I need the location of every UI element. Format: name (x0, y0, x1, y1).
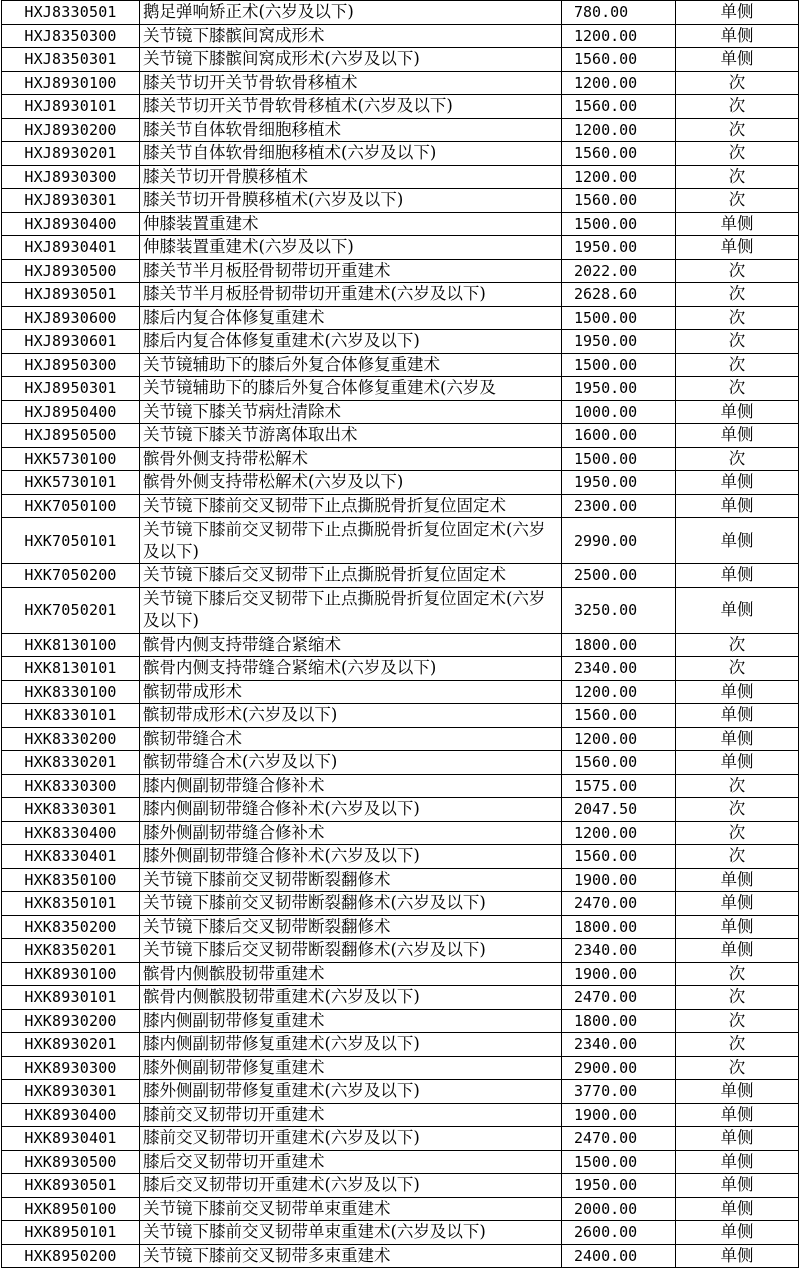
unit-cell: 次 (676, 1033, 799, 1057)
unit-cell: 单侧 (676, 587, 799, 633)
price-cell: 1900.00 (562, 962, 676, 986)
name-cell: 关节镜下膝前交叉韧带单束重建术 (140, 1197, 562, 1221)
table-row (2, 306, 799, 330)
name-cell: 关节镜下膝后交叉韧带断裂翻修术(六岁及以下) (140, 939, 562, 963)
price-cell: 780.00 (562, 1, 676, 25)
table-row (2, 939, 799, 963)
name-cell: 关节镜下膝前交叉韧带下止点撕脱骨折复位固定术 (140, 494, 562, 518)
name-cell: 膝后内复合体修复重建术 (140, 306, 562, 330)
name-cell: 膝关节半月板胫骨韧带切开重建术 (140, 259, 562, 283)
unit-cell: 单侧 (676, 212, 799, 236)
unit-cell: 次 (676, 377, 799, 401)
table-row (2, 1127, 799, 1151)
code-cell: HXK8330400 (2, 821, 140, 845)
name-cell: 关节镜下膝关节游离体取出术 (140, 424, 562, 448)
table-row (2, 680, 799, 704)
table-row (2, 704, 799, 728)
table-row (2, 1, 799, 25)
price-cell: 1500.00 (562, 353, 676, 377)
code-cell: HXK8350201 (2, 939, 140, 963)
price-cell: 1200.00 (562, 24, 676, 48)
price-cell: 2900.00 (562, 1056, 676, 1080)
code-cell: HXK8330200 (2, 727, 140, 751)
unit-cell: 单侧 (676, 518, 799, 564)
code-cell: HXJ8930101 (2, 95, 140, 119)
code-cell: HXK8930500 (2, 1150, 140, 1174)
name-cell: 关节镜下膝前交叉韧带多束重建术 (140, 1244, 562, 1268)
code-cell: HXK8330201 (2, 751, 140, 775)
code-cell: HXK5730101 (2, 471, 140, 495)
code-cell: HXJ8930400 (2, 212, 140, 236)
table-row (2, 1244, 799, 1268)
table-row (2, 95, 799, 119)
table-row (2, 471, 799, 495)
price-cell: 2470.00 (562, 986, 676, 1010)
code-cell: HXJ8930300 (2, 165, 140, 189)
code-cell: HXJ8950500 (2, 424, 140, 448)
code-cell: HXK8330401 (2, 845, 140, 869)
name-cell: 膝外侧副韧带缝合修补术 (140, 821, 562, 845)
table-row (2, 283, 799, 307)
unit-cell: 单侧 (676, 680, 799, 704)
name-cell: 膝后内复合体修复重建术(六岁及以下) (140, 330, 562, 354)
code-cell: HXK5730100 (2, 447, 140, 471)
unit-cell: 单侧 (676, 1150, 799, 1174)
table-row (2, 892, 799, 916)
price-cell: 2600.00 (562, 1221, 676, 1245)
code-cell: HXK8930100 (2, 962, 140, 986)
price-cell: 1200.00 (562, 680, 676, 704)
unit-cell: 单侧 (676, 48, 799, 72)
price-cell: 2628.60 (562, 283, 676, 307)
name-cell: 关节镜下膝髌间窝成形术(六岁及以下) (140, 48, 562, 72)
table-row (2, 212, 799, 236)
name-cell: 膝外侧副韧带缝合修补术(六岁及以下) (140, 845, 562, 869)
price-cell: 3250.00 (562, 587, 676, 633)
price-cell: 1200.00 (562, 727, 676, 751)
code-cell: HXJ8930501 (2, 283, 140, 307)
price-cell: 1500.00 (562, 447, 676, 471)
unit-cell: 单侧 (676, 1197, 799, 1221)
unit-cell: 单侧 (676, 939, 799, 963)
unit-cell: 单侧 (676, 727, 799, 751)
price-cell: 1950.00 (562, 236, 676, 260)
code-cell: HXJ8950301 (2, 377, 140, 401)
name-cell: 关节镜下膝前交叉韧带单束重建术(六岁及以下) (140, 1221, 562, 1245)
price-cell: 1500.00 (562, 306, 676, 330)
name-cell: 膝前交叉韧带切开重建术 (140, 1103, 562, 1127)
unit-cell: 次 (676, 657, 799, 681)
name-cell: 髌韧带缝合术 (140, 727, 562, 751)
table-row (2, 494, 799, 518)
unit-cell: 单侧 (676, 892, 799, 916)
code-cell: HXK8950200 (2, 1244, 140, 1268)
unit-cell: 单侧 (676, 868, 799, 892)
unit-cell: 单侧 (676, 24, 799, 48)
price-cell: 1800.00 (562, 633, 676, 657)
unit-cell: 单侧 (676, 1127, 799, 1151)
name-cell: 关节镜下膝髌间窝成形术 (140, 24, 562, 48)
price-cell: 2400.00 (562, 1244, 676, 1268)
unit-cell: 单侧 (676, 915, 799, 939)
code-cell: HXK8330300 (2, 774, 140, 798)
price-cell: 2300.00 (562, 494, 676, 518)
unit-cell: 次 (676, 353, 799, 377)
price-cell: 2000.00 (562, 1197, 676, 1221)
table-row (2, 236, 799, 260)
unit-cell: 次 (676, 283, 799, 307)
code-cell: HXJ8930600 (2, 306, 140, 330)
table-row (2, 962, 799, 986)
code-cell: HXK7050101 (2, 518, 140, 564)
table-row (2, 845, 799, 869)
name-cell: 膝外侧副韧带修复重建术(六岁及以下) (140, 1080, 562, 1104)
price-cell: 3770.00 (562, 1080, 676, 1104)
name-cell: 膝后交叉韧带切开重建术(六岁及以下) (140, 1174, 562, 1198)
unit-cell: 单侧 (676, 471, 799, 495)
price-cell: 1950.00 (562, 1174, 676, 1198)
unit-cell: 次 (676, 142, 799, 166)
table-row (2, 868, 799, 892)
price-cell: 1560.00 (562, 142, 676, 166)
table-row (2, 657, 799, 681)
table-row (2, 727, 799, 751)
table-row (2, 587, 799, 633)
name-cell: 关节镜下膝后交叉韧带下止点撕脱骨折复位固定术(六岁及以下) (140, 587, 562, 633)
code-cell: HXK8330100 (2, 680, 140, 704)
price-cell: 1560.00 (562, 751, 676, 775)
table-row (2, 986, 799, 1010)
price-cell: 1900.00 (562, 868, 676, 892)
unit-cell: 次 (676, 845, 799, 869)
code-cell: HXJ8930401 (2, 236, 140, 260)
name-cell: 伸膝装置重建术(六岁及以下) (140, 236, 562, 260)
price-cell: 1950.00 (562, 330, 676, 354)
code-cell: HXK8350100 (2, 868, 140, 892)
name-cell: 膝内侧副韧带缝合修补术(六岁及以下) (140, 798, 562, 822)
table-row (2, 259, 799, 283)
price-cell: 1560.00 (562, 48, 676, 72)
unit-cell: 次 (676, 165, 799, 189)
unit-cell: 单侧 (676, 704, 799, 728)
unit-cell: 单侧 (676, 1244, 799, 1268)
price-cell: 1000.00 (562, 400, 676, 424)
table-row (2, 330, 799, 354)
name-cell: 膝关节切开骨膜移植术(六岁及以下) (140, 189, 562, 213)
price-cell: 1800.00 (562, 1009, 676, 1033)
unit-cell: 次 (676, 189, 799, 213)
price-cell: 1200.00 (562, 165, 676, 189)
code-cell: HXK8130101 (2, 657, 140, 681)
code-cell: HXK8930300 (2, 1056, 140, 1080)
name-cell: 髌骨内侧支持带缝合紧缩术(六岁及以下) (140, 657, 562, 681)
name-cell: 髌韧带成形术(六岁及以下) (140, 704, 562, 728)
unit-cell: 次 (676, 306, 799, 330)
price-cell: 1200.00 (562, 821, 676, 845)
name-cell: 髌骨内侧支持带缝合紧缩术 (140, 633, 562, 657)
code-cell: HXJ8930100 (2, 71, 140, 95)
unit-cell: 次 (676, 1009, 799, 1033)
table-row (2, 142, 799, 166)
price-cell: 1900.00 (562, 1103, 676, 1127)
code-cell: HXK8930201 (2, 1033, 140, 1057)
code-cell: HXJ8930201 (2, 142, 140, 166)
name-cell: 膝关节自体软骨细胞移植术 (140, 118, 562, 142)
price-cell: 1950.00 (562, 377, 676, 401)
name-cell: 膝内侧副韧带修复重建术 (140, 1009, 562, 1033)
code-cell: HXK8330101 (2, 704, 140, 728)
unit-cell: 次 (676, 821, 799, 845)
table-row (2, 24, 799, 48)
unit-cell: 单侧 (676, 1103, 799, 1127)
code-cell: HXK8330301 (2, 798, 140, 822)
code-cell: HXK8950101 (2, 1221, 140, 1245)
price-cell: 1560.00 (562, 845, 676, 869)
price-cell: 2500.00 (562, 564, 676, 588)
table-row (2, 424, 799, 448)
code-cell: HXJ8330501 (2, 1, 140, 25)
unit-cell: 单侧 (676, 1080, 799, 1104)
price-cell: 1560.00 (562, 704, 676, 728)
name-cell: 膝内侧副韧带缝合修补术 (140, 774, 562, 798)
name-cell: 关节镜下膝前交叉韧带断裂翻修术 (140, 868, 562, 892)
name-cell: 关节镜下膝关节病灶清除术 (140, 400, 562, 424)
table-row (2, 1056, 799, 1080)
code-cell: HXK8350200 (2, 915, 140, 939)
table-row (2, 1174, 799, 1198)
name-cell: 髌韧带缝合术(六岁及以下) (140, 751, 562, 775)
price-cell: 2470.00 (562, 892, 676, 916)
unit-cell: 次 (676, 95, 799, 119)
price-cell: 1560.00 (562, 95, 676, 119)
table-row (2, 1221, 799, 1245)
price-cell: 1500.00 (562, 212, 676, 236)
table-row (2, 71, 799, 95)
table-row (2, 189, 799, 213)
code-cell: HXK8350101 (2, 892, 140, 916)
code-cell: HXK8930400 (2, 1103, 140, 1127)
unit-cell: 次 (676, 986, 799, 1010)
unit-cell: 单侧 (676, 494, 799, 518)
code-cell: HXK7050201 (2, 587, 140, 633)
price-cell: 1200.00 (562, 118, 676, 142)
name-cell: 髌韧带成形术 (140, 680, 562, 704)
unit-cell: 单侧 (676, 424, 799, 448)
code-cell: HXJ8930301 (2, 189, 140, 213)
code-cell: HXJ8930500 (2, 259, 140, 283)
code-cell: HXK7050200 (2, 564, 140, 588)
name-cell: 鹅足弹响矫正术(六岁及以下) (140, 1, 562, 25)
code-cell: HXJ8930601 (2, 330, 140, 354)
table-row (2, 798, 799, 822)
price-table (1, 0, 799, 1268)
price-cell: 1560.00 (562, 189, 676, 213)
name-cell: 膝关节切开关节骨软骨移植术 (140, 71, 562, 95)
price-cell: 2340.00 (562, 1033, 676, 1057)
code-cell: HXK8930200 (2, 1009, 140, 1033)
price-cell: 2340.00 (562, 939, 676, 963)
name-cell: 膝内侧副韧带修复重建术(六岁及以下) (140, 1033, 562, 1057)
table-row (2, 564, 799, 588)
unit-cell: 次 (676, 798, 799, 822)
unit-cell: 次 (676, 962, 799, 986)
table-row (2, 48, 799, 72)
unit-cell: 次 (676, 71, 799, 95)
unit-cell: 单侧 (676, 236, 799, 260)
code-cell: HXJ8930200 (2, 118, 140, 142)
code-cell: HXK8130100 (2, 633, 140, 657)
unit-cell: 单侧 (676, 564, 799, 588)
table-row (2, 400, 799, 424)
name-cell: 膝关节自体软骨细胞移植术(六岁及以下) (140, 142, 562, 166)
code-cell: HXK8950100 (2, 1197, 140, 1221)
price-cell: 1500.00 (562, 1150, 676, 1174)
name-cell: 关节镜辅助下的膝后外复合体修复重建术(六岁及 (140, 377, 562, 401)
unit-cell: 次 (676, 259, 799, 283)
price-cell: 2340.00 (562, 657, 676, 681)
name-cell: 髌骨内侧髌股韧带重建术 (140, 962, 562, 986)
price-cell: 2990.00 (562, 518, 676, 564)
name-cell: 膝关节切开关节骨软骨移植术(六岁及以下) (140, 95, 562, 119)
table-row (2, 447, 799, 471)
name-cell: 髌骨外侧支持带松解术 (140, 447, 562, 471)
price-cell: 1950.00 (562, 471, 676, 495)
name-cell: 膝前交叉韧带切开重建术(六岁及以下) (140, 1127, 562, 1151)
table-row (2, 1150, 799, 1174)
code-cell: HXK8930301 (2, 1080, 140, 1104)
code-cell: HXJ8950400 (2, 400, 140, 424)
table-row (2, 353, 799, 377)
price-cell: 1575.00 (562, 774, 676, 798)
name-cell: 膝关节切开骨膜移植术 (140, 165, 562, 189)
table-row (2, 774, 799, 798)
name-cell: 膝外侧副韧带修复重建术 (140, 1056, 562, 1080)
price-table-body (2, 1, 799, 1268)
price-cell: 2470.00 (562, 1127, 676, 1151)
code-cell: HXJ8950300 (2, 353, 140, 377)
table-row (2, 821, 799, 845)
table-row (2, 377, 799, 401)
code-cell: HXK7050100 (2, 494, 140, 518)
name-cell: 关节镜辅助下的膝后外复合体修复重建术 (140, 353, 562, 377)
table-row (2, 1033, 799, 1057)
unit-cell: 单侧 (676, 751, 799, 775)
price-cell: 2022.00 (562, 259, 676, 283)
table-row (2, 915, 799, 939)
price-cell: 1800.00 (562, 915, 676, 939)
table-row (2, 518, 799, 564)
price-cell: 1200.00 (562, 71, 676, 95)
unit-cell: 次 (676, 447, 799, 471)
name-cell: 髌骨外侧支持带松解术(六岁及以下) (140, 471, 562, 495)
name-cell: 关节镜下膝前交叉韧带下止点撕脱骨折复位固定术(六岁及以下) (140, 518, 562, 564)
name-cell: 关节镜下膝后交叉韧带下止点撕脱骨折复位固定术 (140, 564, 562, 588)
table-row (2, 118, 799, 142)
name-cell: 膝后交叉韧带切开重建术 (140, 1150, 562, 1174)
table-row (2, 1103, 799, 1127)
unit-cell: 次 (676, 118, 799, 142)
price-cell: 2047.50 (562, 798, 676, 822)
code-cell: HXK8930501 (2, 1174, 140, 1198)
name-cell: 伸膝装置重建术 (140, 212, 562, 236)
unit-cell: 单侧 (676, 1174, 799, 1198)
table-row (2, 751, 799, 775)
table-row (2, 1080, 799, 1104)
code-cell: HXJ8350301 (2, 48, 140, 72)
code-cell: HXK8930401 (2, 1127, 140, 1151)
price-cell: 1600.00 (562, 424, 676, 448)
table-row (2, 1197, 799, 1221)
table-row (2, 1009, 799, 1033)
code-cell: HXJ8350300 (2, 24, 140, 48)
unit-cell: 次 (676, 1056, 799, 1080)
unit-cell: 次 (676, 633, 799, 657)
name-cell: 关节镜下膝后交叉韧带断裂翻修术 (140, 915, 562, 939)
unit-cell: 次 (676, 774, 799, 798)
unit-cell: 单侧 (676, 400, 799, 424)
code-cell: HXK8930101 (2, 986, 140, 1010)
unit-cell: 次 (676, 330, 799, 354)
table-row (2, 165, 799, 189)
unit-cell: 单侧 (676, 1, 799, 25)
table-row (2, 633, 799, 657)
name-cell: 髌骨内侧髌股韧带重建术(六岁及以下) (140, 986, 562, 1010)
name-cell: 关节镜下膝前交叉韧带断裂翻修术(六岁及以下) (140, 892, 562, 916)
unit-cell: 单侧 (676, 1221, 799, 1245)
name-cell: 膝关节半月板胫骨韧带切开重建术(六岁及以下) (140, 283, 562, 307)
